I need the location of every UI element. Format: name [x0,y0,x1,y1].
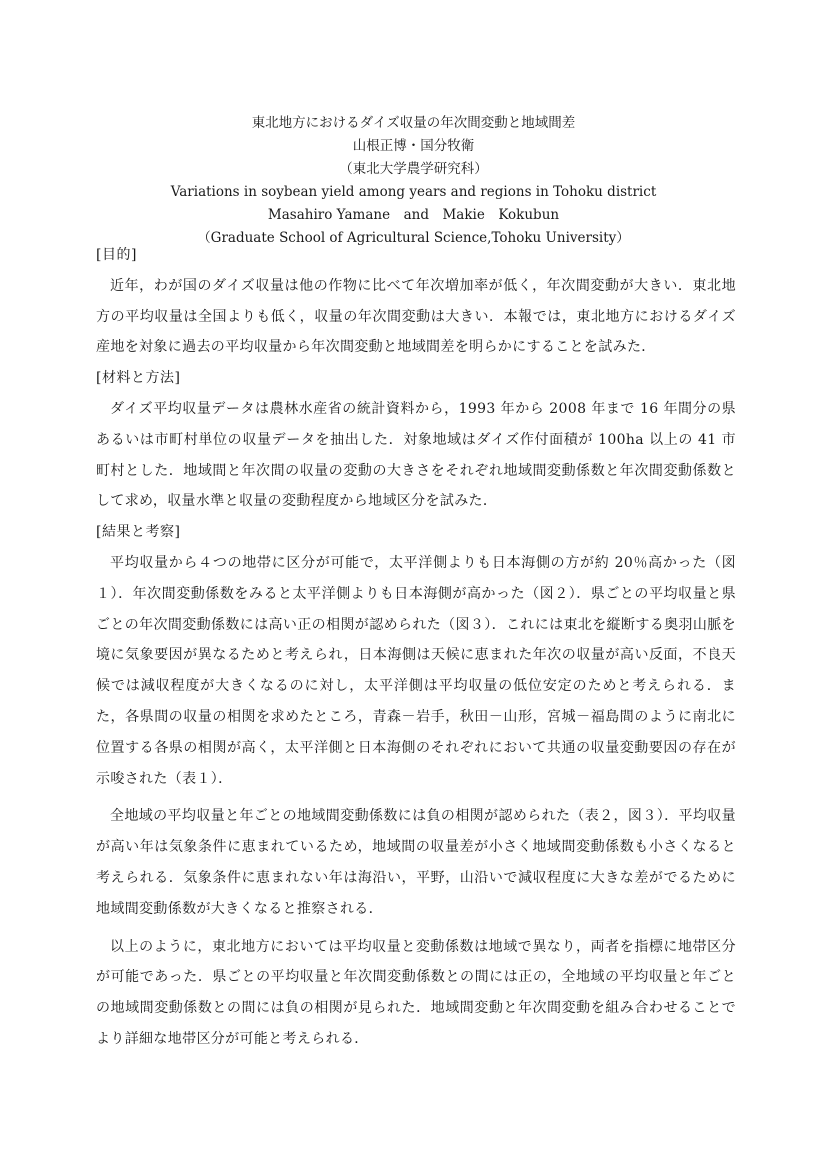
paragraph: 全地域の平均収量と年ごとの地域間変動係数には負の相関が認められた（表２，図３）．平均収量が高い年は気象条件に恵まれているため，地域間の収量差が小さく地域間変動係数も小さくなると考えられる．気象条件に恵まれない年は海沿い，平野，山沿いで減収程度に大きな差がでるために地域間変動係数が大きくなると推察される． [96,808,736,917]
paragraph: 近年，わが国のダイズ収量は他の作物に比べて年次増加率が低く，年次間変動が大きい．東北地方の平均収量は全国よりも低く，収量の年次間変動は大きい．本報では，東北地方におけるダイズ産地を対象に過去の平均収量から年次間変動と地域間差を明らかにすることを試みた． [96,277,736,356]
paper-header [0,112,827,250]
paragraph: 平均収量から４つの地帯に区分が可能で，太平洋側よりも日本海側の方が約 20％高かった（図１）．年次間変動係数をみると太平洋側よりも日本海側が高かった（図２）．県ごとの平均収量と県ごとの年次間変動係数には高い正の相関が認められた（図３）．これには東北を縦断する奥羽山脈を境に気象要因が異なるためと考えられ，日本海側は天候に恵まれた年次の収量が高い反面，不良天候では減収程度が大きくなるのに対し，太平洋側は平均収量の低位安定のためと考えられる．また，各県間の収量の相関を求めたところ，青森－岩手，秋田－山形，宮城－福島間のように南北に位置する各県の相関が高く，太平洋側と日本海側のそれぞれにおいて共通の収量変動要因の存在が示唆された（表１）． [96,554,736,787]
paragraph: ダイズ平均収量データは農林水産省の統計資料から，1993 年から 2008 年まで 16 年間分の県あるいは市町村単位の収量データを抽出した．対象地域はダイズ作付面積が 100ha 以上の 41 市町村とした．地域間と年次間の収量の変動の大きさをそれぞれ地域間変動係数と年次間変動係数として求め，収量水準と収量の変動程度から地域区分を試みた． [96,400,736,510]
section-purpose [96,240,736,363]
section-results [96,517,736,1055]
section-heading-results: [結果と考察] [96,524,181,541]
authors-en: Masahiro Yamane and Makie Kokubun [267,207,560,223]
affiliation-en: （Graduate School of Agricultural Science,Tohoku University） [197,230,630,246]
paragraph: 以上のように，東北地方においては平均収量と変動係数は地域で異なり，両者を指標に地帯区分が可能であった．県ごとの平均収量と年次間変動係数との間には正の，全地域の平均収量と年ごとの地域間変動係数との間には負の相関が見られた．地域間変動と年次間変動を組み合わせることでより詳細な地帯区分が可能と考えられる． [96,938,736,1047]
section-heading-purpose: [目的] [96,247,137,263]
paper-title-en: Variations in soybean yield among years and regions in Tohoku district [170,184,657,200]
section-heading-methods: [材料と方法] [96,370,181,387]
paper-body [96,240,736,1055]
authors-ja: 山根正博・国分牧衛 [352,138,475,154]
paper-title-ja: 東北地方におけるダイズ収量の年次間変動と地域間差 [251,115,576,131]
section-methods [96,363,736,517]
affiliation-ja: （東北大学農学研究科） [339,161,488,177]
